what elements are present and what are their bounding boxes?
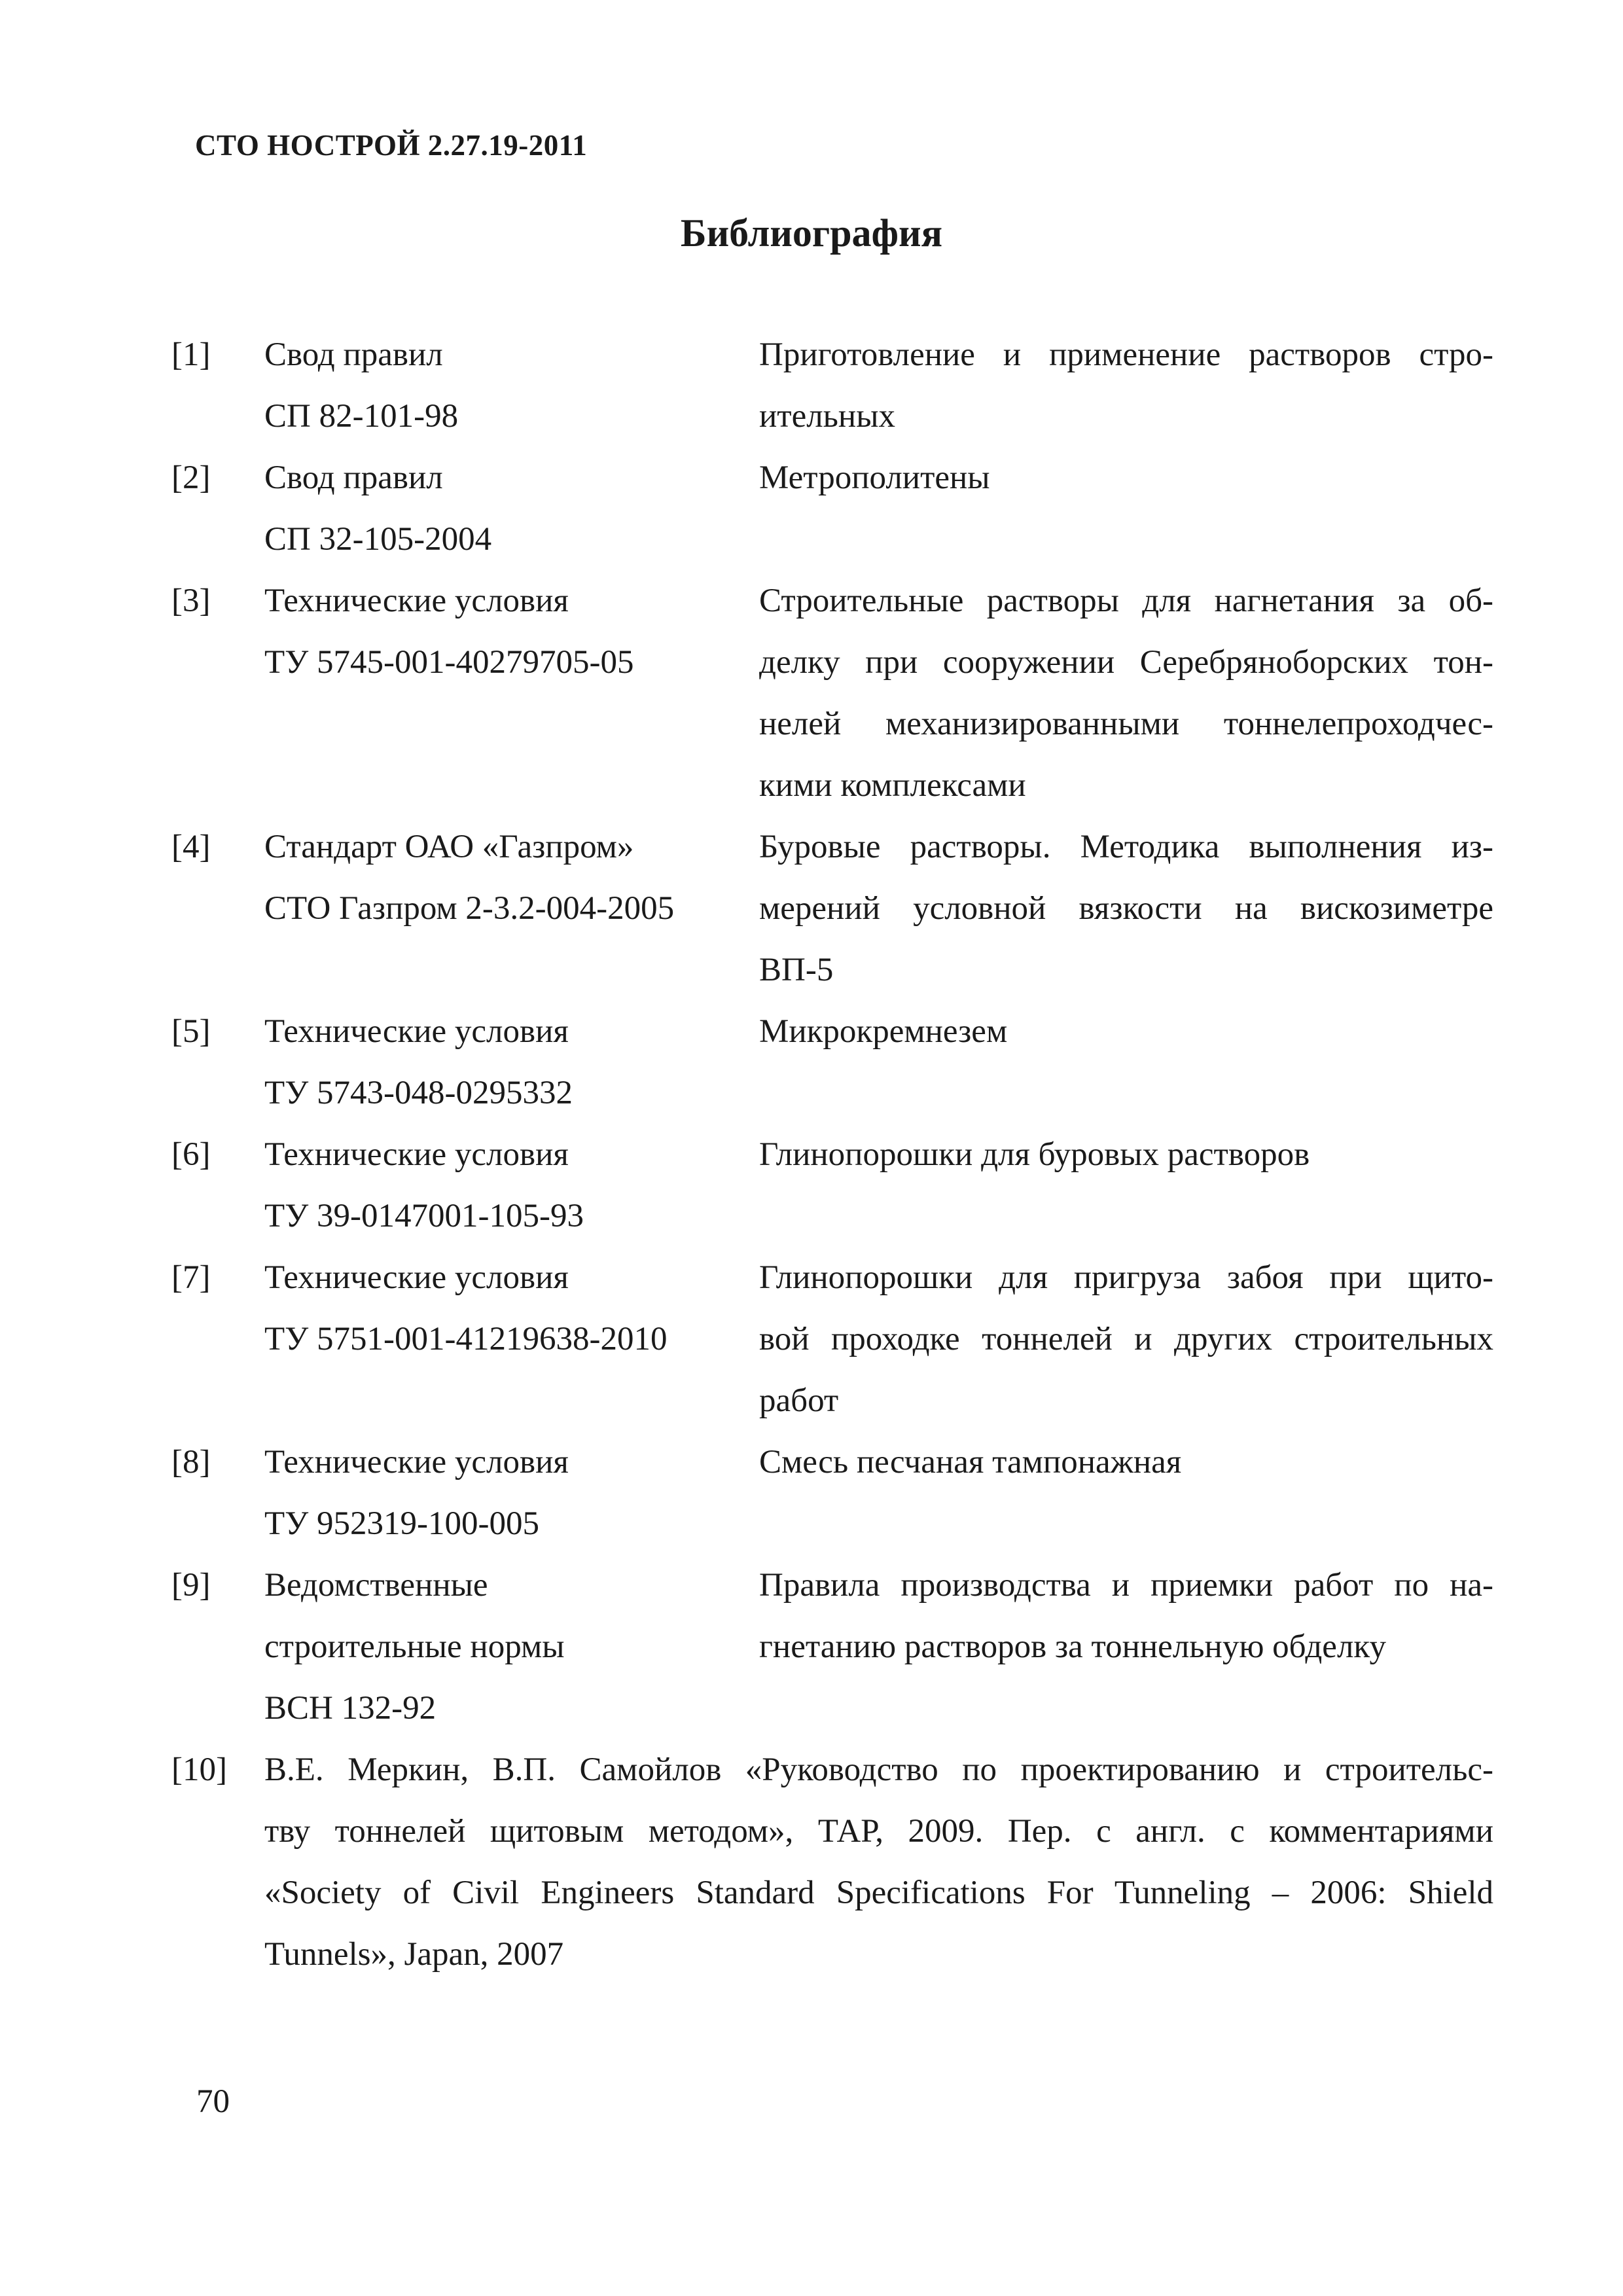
entry-description	[759, 570, 1493, 816]
description-line: Правила производства и приемки работ по на-	[759, 1567, 1493, 1604]
bibliography-list	[171, 324, 1493, 1985]
source-line: Стандарт ОАО «Газпром»	[264, 829, 634, 865]
bibliography-entry	[171, 324, 1493, 447]
source-line: Технические условия	[264, 1444, 569, 1480]
source-line: Ведомственные	[264, 1567, 488, 1604]
entry-description	[759, 324, 1493, 447]
description-line: Буровые растворы. Методика выполнения из-	[759, 829, 1493, 865]
page-title: Библиография	[680, 211, 943, 255]
source-line: СТО Газпром 2-3.2-004-2005	[264, 890, 675, 927]
description-line: В.Е. Меркин, В.П. Самойлов «Руководство по проектированию и строительс-	[264, 1751, 1493, 1788]
source-line: Технические условия	[264, 583, 569, 619]
entry-description	[759, 1001, 1493, 1124]
entry-description	[759, 447, 1493, 570]
bibliography-entry	[171, 816, 1493, 1001]
entry-source	[264, 816, 759, 1001]
entry-source	[264, 1247, 759, 1431]
source-line: строительные нормы	[264, 1628, 565, 1665]
entry-description	[759, 816, 1493, 1001]
description-line: ВП-5	[759, 952, 834, 988]
entry-description	[264, 1739, 1493, 1985]
description-line: Tunnels», Japan, 2007	[264, 1936, 564, 1973]
bibliography-entry	[171, 1247, 1493, 1431]
source-line: Свод правил	[264, 336, 443, 373]
source-line: ТУ 5743-048-0295332	[264, 1075, 573, 1111]
entry-description	[759, 1431, 1493, 1554]
description-line: Строительные растворы для нагнетания за об-	[759, 583, 1493, 619]
entry-description	[759, 1247, 1493, 1431]
description-line: Микрокремнезем	[759, 1013, 1008, 1050]
page-number: 70	[196, 2083, 230, 2120]
entry-description	[759, 1554, 1493, 1739]
description-line: работ	[759, 1382, 839, 1419]
source-line: СП 32-105-2004	[264, 521, 492, 558]
entry-number: [5]	[171, 1013, 211, 1050]
source-line: Технические условия	[264, 1136, 569, 1173]
description-line: гнетанию растворов за тоннельную обделку	[759, 1628, 1386, 1665]
description-line: нелей механизированными тоннелепроходчес-	[759, 706, 1493, 742]
description-line: делку при сооружении Серебряноборских тон-	[759, 644, 1493, 681]
description-line: Глинопорошки для буровых растворов	[759, 1136, 1310, 1173]
entry-source	[264, 1124, 759, 1247]
bibliography-entry	[171, 447, 1493, 570]
bibliography-entry	[171, 1554, 1493, 1739]
description-line: кими комплексами	[759, 767, 1026, 804]
source-line: ТУ 5751-001-41219638-2010	[264, 1321, 668, 1357]
description-line: Метрополитены	[759, 459, 990, 496]
entry-number: [2]	[171, 459, 211, 496]
entry-source	[264, 324, 759, 447]
source-line: СП 82-101-98	[264, 398, 459, 435]
entry-number: [3]	[171, 583, 211, 619]
description-line: тву тоннелей щитовым методом», ТАР, 2009. Пер. с англ. с комментариями	[264, 1813, 1493, 1850]
entry-number: [8]	[171, 1444, 211, 1480]
description-line: мерений условной вязкости на вискозиметре	[759, 890, 1493, 927]
description-line: ительных	[759, 398, 895, 435]
entry-number: [9]	[171, 1567, 211, 1604]
entry-number: [1]	[171, 336, 211, 373]
document-header: СТО НОСТРОЙ 2.27.19-2011	[195, 129, 588, 162]
source-line: Технические условия	[264, 1013, 569, 1050]
description-line: вой проходке тоннелей и других строительных	[759, 1321, 1493, 1357]
bibliography-entry	[171, 570, 1493, 816]
entry-number: [7]	[171, 1259, 211, 1296]
entry-number: [4]	[171, 829, 211, 865]
description-line: Смесь песчаная тампонажная	[759, 1444, 1182, 1480]
description-line: Глинопорошки для пригруза забоя при щито-	[759, 1259, 1493, 1296]
entry-number: [6]	[171, 1136, 211, 1173]
entry-source	[264, 1001, 759, 1124]
entry-number: [10]	[171, 1751, 227, 1788]
description-line: «Society of Civil Engineers Standard Specifications For Tunneling – 2006: Shield	[264, 1874, 1493, 1911]
entry-source	[264, 570, 759, 816]
entry-source	[264, 1554, 759, 1739]
bibliography-entry	[171, 1739, 1493, 1985]
source-line: ТУ 39-0147001-105-93	[264, 1198, 584, 1234]
bibliography-entry	[171, 1001, 1493, 1124]
entry-description	[759, 1124, 1493, 1247]
source-line: Технические условия	[264, 1259, 569, 1296]
entry-source	[264, 447, 759, 570]
bibliography-entry	[171, 1124, 1493, 1247]
description-line: Приготовление и применение растворов стро-	[759, 336, 1493, 373]
entry-source	[264, 1431, 759, 1554]
source-line: ВСН 132-92	[264, 1690, 437, 1727]
source-line: Свод правил	[264, 459, 443, 496]
bibliography-entry	[171, 1431, 1493, 1554]
source-line: ТУ 5745-001-40279705-05	[264, 644, 634, 681]
source-line: ТУ 952319-100-005	[264, 1505, 539, 1542]
